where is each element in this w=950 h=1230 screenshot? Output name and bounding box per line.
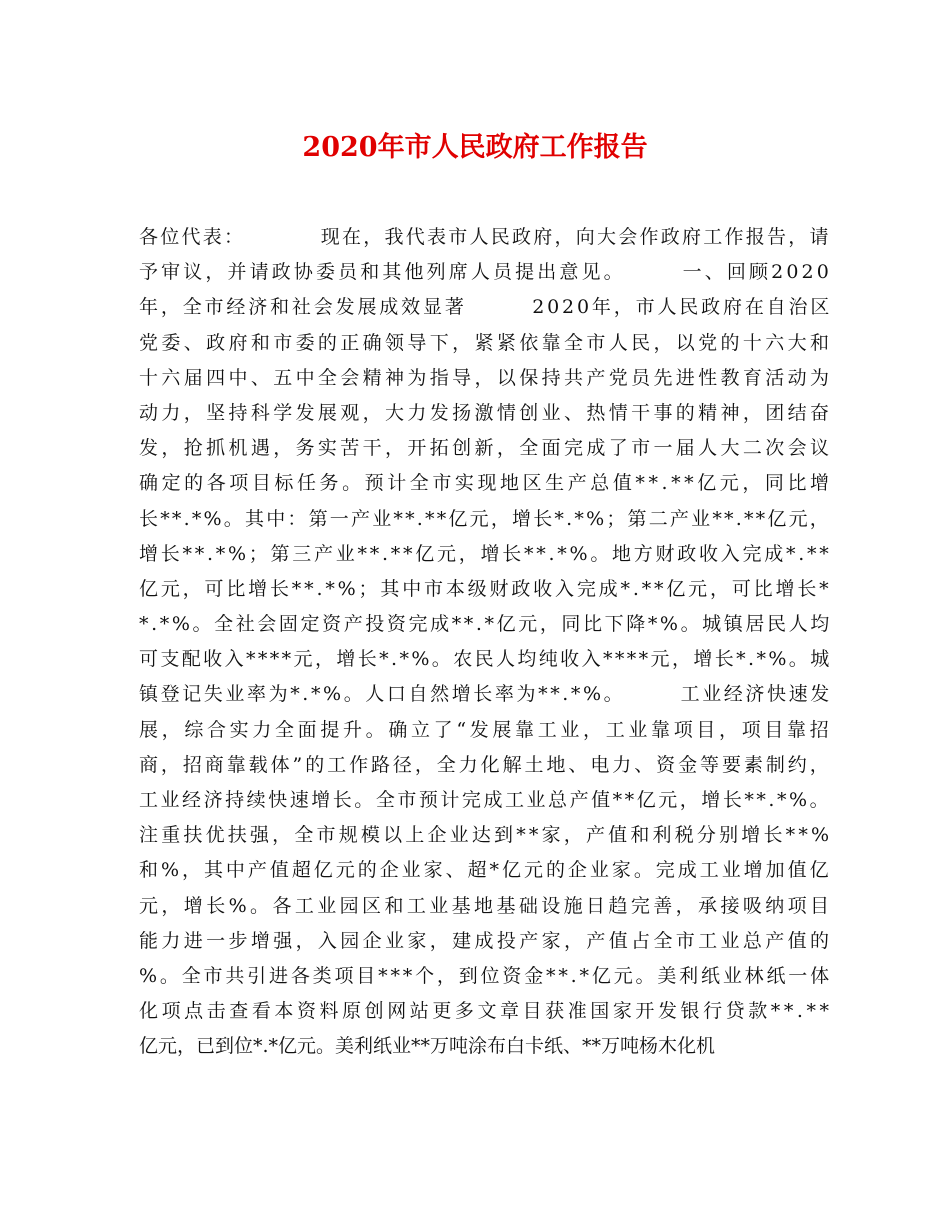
body-line: 化项点击查看本资料原创网站更多文章目获准国家开发银行贷款**.** xyxy=(139,1000,833,1023)
body-line: 和%，其中产值超亿元的企业家、超*亿元的企业家。完成工业增加值亿 xyxy=(139,859,832,882)
document-body xyxy=(139,220,833,1065)
body-line: 发，抢抓机遇，务实苦干，开拓创新，全面完成了市一届人大二次会议 xyxy=(139,437,833,460)
body-line: 动力，坚持科学发展观，大力发扬激情创业、热情干事的精神，团结奋 xyxy=(139,401,833,424)
body-line: 注重扶优扶强，全市规模以上企业达到**家，产值和利税分别增长**% xyxy=(139,824,833,847)
body-line: 各位代表： 现在，我代表市人民政府，向大会作政府工作报告，请 xyxy=(139,226,831,248)
body-line: 镇登记失业率为*.*%。人口自然增长率为**.*%。 工业经济快速发 xyxy=(139,683,832,706)
body-line: 元，增长%。各工业园区和工业基地基础设施日趋完善，承接吸纳项目 xyxy=(139,894,833,917)
body-line: 十六届四中、五中全会精神为指导，以保持共产党员先进性教育活动为 xyxy=(139,366,833,389)
document-title: 2020年市人民政府工作报告 xyxy=(302,132,648,163)
body-line: 能力进一步增强，入园企业家，建成投产家，产值占全市工业总产值的 xyxy=(139,929,833,952)
body-line: 工业经济持续快速增长。全市预计完成工业总产值**亿元，增长**.*%。 xyxy=(139,789,832,811)
body-line: 党委、政府和市委的正确领导下，紧紧依靠全市人民，以党的十六大和 xyxy=(139,331,833,354)
body-line: 确定的各项目标任务。预计全市实现地区生产总值**.**亿元，同比增 xyxy=(139,472,833,495)
body-line: 长**.*%。其中：第一产业**.**亿元，增长*.*%；第二产业**.**亿元， xyxy=(139,507,831,530)
body-line: %。全市共引进各类项目***个，到位资金**.*亿元。美利纸业林纸一体 xyxy=(139,964,832,987)
body-line: 亿元，可比增长**.*%；其中市本级财政收入完成*.**亿元，可比增长* xyxy=(139,577,832,600)
body-line: 年，全市经济和社会发展成效显著 2020年，市人民政府在自治区 xyxy=(139,296,833,319)
body-line: 予审议，并请政协委员和其他列席人员提出意见。 一、回顾2020 xyxy=(139,261,832,284)
body-line: 亿元，已到位*.*亿元。美利纸业**万吨涂布白卡纸、**万吨杨木化机 xyxy=(139,1035,716,1058)
body-line: 展，综合实力全面提升。确立了“发展靠工业，工业靠项目，项目靠招 xyxy=(139,718,833,741)
body-line: 增长**.*%；第三产业**.**亿元，增长**.*%。地方财政收入完成*.** xyxy=(139,542,832,565)
body-line: 可支配收入****元，增长*.*%。农民人均纯收入****元，增长*.*%。城 xyxy=(139,648,832,671)
body-line: *.*%。全社会固定资产投资完成**.*亿元，同比下降*%。城镇居民人均 xyxy=(139,613,832,636)
body-line: 商，招商靠载体”的工作路径，全力化解土地、电力、资金等要素制约， xyxy=(139,753,832,776)
